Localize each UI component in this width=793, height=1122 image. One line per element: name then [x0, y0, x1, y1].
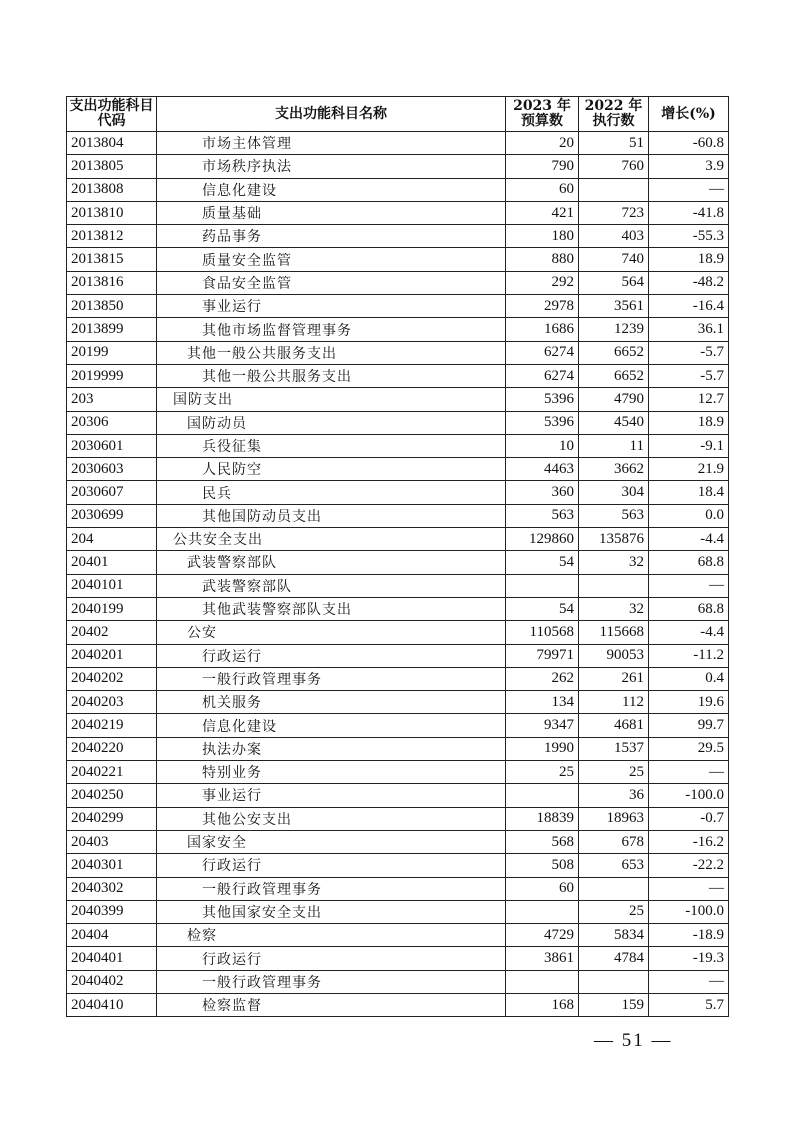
cell-exec-2022: 4540	[579, 411, 649, 434]
cell-name: 其他一般公共服务支出	[157, 364, 506, 387]
cell-growth: -41.8	[649, 201, 729, 224]
cell-code: 2013804	[67, 132, 157, 155]
cell-growth: 36.1	[649, 318, 729, 341]
table-row	[67, 481, 729, 504]
cell-exec-2022: 6652	[579, 364, 649, 387]
cell-exec-2022: 403	[579, 225, 649, 248]
cell-exec-2022: 4790	[579, 388, 649, 411]
header-growth: 增长(%)	[649, 97, 729, 132]
cell-name: 机关服务	[157, 691, 506, 714]
cell-growth: -5.7	[649, 364, 729, 387]
table-row	[67, 504, 729, 527]
cell-growth: -100.0	[649, 784, 729, 807]
cell-growth: 19.6	[649, 691, 729, 714]
cell-code: 2013812	[67, 225, 157, 248]
cell-code: 2040250	[67, 784, 157, 807]
table-row	[67, 924, 729, 947]
table-row	[67, 900, 729, 923]
cell-exec-2022: 740	[579, 248, 649, 271]
cell-exec-2022: 760	[579, 155, 649, 178]
cell-name: 质量安全监管	[157, 248, 506, 271]
cell-exec-2022: 11	[579, 434, 649, 457]
cell-name: 市场秩序执法	[157, 155, 506, 178]
cell-budget-2023: 79971	[506, 644, 579, 667]
cell-growth: -16.4	[649, 295, 729, 318]
cell-exec-2022: 1239	[579, 318, 649, 341]
table-row	[67, 458, 729, 481]
cell-exec-2022: 564	[579, 271, 649, 294]
cell-name: 行政运行	[157, 947, 506, 970]
cell-code: 2040201	[67, 644, 157, 667]
cell-budget-2023: 5396	[506, 411, 579, 434]
cell-name: 信息化建设	[157, 178, 506, 201]
cell-budget-2023: 5396	[506, 388, 579, 411]
cell-growth: —	[649, 178, 729, 201]
table-row	[67, 271, 729, 294]
cell-growth: 0.0	[649, 504, 729, 527]
cell-growth: -18.9	[649, 924, 729, 947]
cell-growth: -4.4	[649, 528, 729, 551]
cell-budget-2023: 54	[506, 551, 579, 574]
cell-growth: -22.2	[649, 854, 729, 877]
cell-code: 20199	[67, 341, 157, 364]
cell-growth: —	[649, 574, 729, 597]
cell-name: 其他国防动员支出	[157, 504, 506, 527]
cell-budget-2023	[506, 574, 579, 597]
cell-code: 20402	[67, 621, 157, 644]
cell-name: 检察	[157, 924, 506, 947]
cell-exec-2022: 18963	[579, 807, 649, 830]
cell-exec-2022: 4681	[579, 714, 649, 737]
cell-budget-2023: 9347	[506, 714, 579, 737]
cell-exec-2022: 563	[579, 504, 649, 527]
table-row	[67, 155, 729, 178]
cell-code: 2013815	[67, 248, 157, 271]
cell-code: 2019999	[67, 364, 157, 387]
cell-name: 其他公安支出	[157, 807, 506, 830]
cell-budget-2023: 20	[506, 132, 579, 155]
cell-exec-2022: 32	[579, 597, 649, 620]
cell-exec-2022	[579, 970, 649, 993]
cell-budget-2023: 6274	[506, 364, 579, 387]
cell-budget-2023: 110568	[506, 621, 579, 644]
cell-growth: -48.2	[649, 271, 729, 294]
cell-growth: -60.8	[649, 132, 729, 155]
cell-code: 2013816	[67, 271, 157, 294]
cell-name: 一般行政管理事务	[157, 877, 506, 900]
cell-code: 2040101	[67, 574, 157, 597]
table-row	[67, 528, 729, 551]
table-header-row	[67, 97, 729, 132]
cell-growth: 18.9	[649, 248, 729, 271]
table-row	[67, 947, 729, 970]
cell-name: 公共安全支出	[157, 528, 506, 551]
table-row	[67, 761, 729, 784]
cell-growth: —	[649, 761, 729, 784]
header-name: 支出功能科目名称	[157, 97, 506, 132]
table-row	[67, 621, 729, 644]
header-code: 支出功能科目代码	[67, 97, 157, 132]
table-row	[67, 411, 729, 434]
cell-growth: -16.2	[649, 830, 729, 853]
cell-exec-2022: 135876	[579, 528, 649, 551]
cell-code: 2013899	[67, 318, 157, 341]
page-number: — 51 —	[594, 1030, 673, 1051]
cell-exec-2022: 115668	[579, 621, 649, 644]
cell-exec-2022: 653	[579, 854, 649, 877]
cell-code: 2040302	[67, 877, 157, 900]
table-row	[67, 551, 729, 574]
budget-table	[66, 96, 729, 1017]
table-row	[67, 295, 729, 318]
cell-name: 事业运行	[157, 784, 506, 807]
cell-growth: -100.0	[649, 900, 729, 923]
cell-exec-2022: 6652	[579, 341, 649, 364]
cell-code: 20404	[67, 924, 157, 947]
cell-growth: —	[649, 970, 729, 993]
table-row	[67, 993, 729, 1016]
cell-code: 2030601	[67, 434, 157, 457]
cell-name: 执法办案	[157, 737, 506, 760]
cell-budget-2023: 10	[506, 434, 579, 457]
cell-budget-2023: 790	[506, 155, 579, 178]
table-row	[67, 970, 729, 993]
cell-growth: 68.8	[649, 551, 729, 574]
cell-code: 2030603	[67, 458, 157, 481]
table-row	[67, 644, 729, 667]
cell-name: 兵役征集	[157, 434, 506, 457]
cell-code: 2013810	[67, 201, 157, 224]
cell-name: 国防动员	[157, 411, 506, 434]
cell-budget-2023: 134	[506, 691, 579, 714]
cell-exec-2022: 4784	[579, 947, 649, 970]
cell-growth: -55.3	[649, 225, 729, 248]
table-row	[67, 318, 729, 341]
cell-exec-2022: 5834	[579, 924, 649, 947]
header-exec-2022: 2022 年执行数	[579, 97, 649, 132]
cell-budget-2023: 60	[506, 178, 579, 201]
cell-growth: 18.9	[649, 411, 729, 434]
cell-exec-2022: 1537	[579, 737, 649, 760]
cell-code: 2013808	[67, 178, 157, 201]
table-row	[67, 178, 729, 201]
cell-budget-2023: 1990	[506, 737, 579, 760]
cell-exec-2022: 159	[579, 993, 649, 1016]
cell-budget-2023: 4729	[506, 924, 579, 947]
cell-budget-2023: 568	[506, 830, 579, 853]
cell-budget-2023: 1686	[506, 318, 579, 341]
cell-budget-2023: 360	[506, 481, 579, 504]
cell-code: 2040202	[67, 667, 157, 690]
cell-growth: -9.1	[649, 434, 729, 457]
cell-growth: -11.2	[649, 644, 729, 667]
cell-exec-2022	[579, 877, 649, 900]
cell-budget-2023: 421	[506, 201, 579, 224]
cell-budget-2023: 129860	[506, 528, 579, 551]
cell-code: 2040299	[67, 807, 157, 830]
cell-name: 行政运行	[157, 854, 506, 877]
table-row	[67, 854, 729, 877]
cell-growth: 29.5	[649, 737, 729, 760]
cell-name: 信息化建设	[157, 714, 506, 737]
cell-exec-2022: 32	[579, 551, 649, 574]
cell-code: 20306	[67, 411, 157, 434]
cell-growth: 18.4	[649, 481, 729, 504]
table-row	[67, 132, 729, 155]
cell-code: 204	[67, 528, 157, 551]
cell-code: 2040220	[67, 737, 157, 760]
cell-name: 武装警察部队	[157, 574, 506, 597]
table-row	[67, 877, 729, 900]
cell-code: 2040199	[67, 597, 157, 620]
cell-name: 其他市场监督管理事务	[157, 318, 506, 341]
cell-name: 其他国家安全支出	[157, 900, 506, 923]
cell-budget-2023: 508	[506, 854, 579, 877]
cell-budget-2023: 4463	[506, 458, 579, 481]
cell-name: 国防支出	[157, 388, 506, 411]
table-row	[67, 807, 729, 830]
cell-budget-2023: 180	[506, 225, 579, 248]
cell-growth: 3.9	[649, 155, 729, 178]
table-row	[67, 201, 729, 224]
cell-exec-2022: 261	[579, 667, 649, 690]
cell-name: 特别业务	[157, 761, 506, 784]
cell-budget-2023: 6274	[506, 341, 579, 364]
table-row	[67, 574, 729, 597]
cell-budget-2023	[506, 900, 579, 923]
cell-name: 国家安全	[157, 830, 506, 853]
cell-name: 一般行政管理事务	[157, 667, 506, 690]
cell-code: 2040203	[67, 691, 157, 714]
cell-growth: 5.7	[649, 993, 729, 1016]
table-row	[67, 388, 729, 411]
cell-name: 武装警察部队	[157, 551, 506, 574]
cell-growth: -19.3	[649, 947, 729, 970]
cell-budget-2023: 3861	[506, 947, 579, 970]
cell-name: 人民防空	[157, 458, 506, 481]
cell-budget-2023: 2978	[506, 295, 579, 318]
cell-code: 2013850	[67, 295, 157, 318]
cell-code: 2040221	[67, 761, 157, 784]
cell-code: 2040410	[67, 993, 157, 1016]
cell-growth: 68.8	[649, 597, 729, 620]
cell-growth: —	[649, 877, 729, 900]
cell-code: 2040399	[67, 900, 157, 923]
cell-budget-2023: 60	[506, 877, 579, 900]
cell-budget-2023: 563	[506, 504, 579, 527]
table-row	[67, 434, 729, 457]
cell-name: 行政运行	[157, 644, 506, 667]
cell-code: 2030607	[67, 481, 157, 504]
table-row	[67, 714, 729, 737]
cell-budget-2023: 168	[506, 993, 579, 1016]
cell-growth: 21.9	[649, 458, 729, 481]
table-row	[67, 737, 729, 760]
cell-exec-2022	[579, 574, 649, 597]
cell-budget-2023: 880	[506, 248, 579, 271]
cell-code: 20403	[67, 830, 157, 853]
cell-exec-2022: 36	[579, 784, 649, 807]
table-row	[67, 597, 729, 620]
cell-name: 食品安全监管	[157, 271, 506, 294]
table-row	[67, 248, 729, 271]
table-row	[67, 784, 729, 807]
cell-exec-2022: 25	[579, 900, 649, 923]
cell-budget-2023: 18839	[506, 807, 579, 830]
cell-budget-2023: 262	[506, 667, 579, 690]
cell-exec-2022: 3561	[579, 295, 649, 318]
cell-name: 质量基础	[157, 201, 506, 224]
table-row	[67, 691, 729, 714]
cell-exec-2022: 3662	[579, 458, 649, 481]
cell-budget-2023: 292	[506, 271, 579, 294]
cell-code: 2040402	[67, 970, 157, 993]
cell-name: 市场主体管理	[157, 132, 506, 155]
cell-name: 药品事务	[157, 225, 506, 248]
cell-exec-2022: 678	[579, 830, 649, 853]
cell-name: 一般行政管理事务	[157, 970, 506, 993]
cell-exec-2022: 112	[579, 691, 649, 714]
cell-growth: -0.7	[649, 807, 729, 830]
cell-name: 事业运行	[157, 295, 506, 318]
cell-budget-2023	[506, 970, 579, 993]
cell-exec-2022: 723	[579, 201, 649, 224]
cell-code: 203	[67, 388, 157, 411]
cell-name: 检察监督	[157, 993, 506, 1016]
cell-name: 其他一般公共服务支出	[157, 341, 506, 364]
cell-name: 公安	[157, 621, 506, 644]
cell-exec-2022: 90053	[579, 644, 649, 667]
cell-exec-2022: 51	[579, 132, 649, 155]
cell-exec-2022: 25	[579, 761, 649, 784]
cell-growth: -5.7	[649, 341, 729, 364]
cell-growth: 0.4	[649, 667, 729, 690]
cell-exec-2022: 304	[579, 481, 649, 504]
table-body	[67, 132, 729, 1017]
cell-code: 20401	[67, 551, 157, 574]
cell-growth: -4.4	[649, 621, 729, 644]
cell-growth: 12.7	[649, 388, 729, 411]
cell-budget-2023	[506, 784, 579, 807]
cell-budget-2023: 54	[506, 597, 579, 620]
table-row	[67, 341, 729, 364]
table-row	[67, 364, 729, 387]
cell-growth: 99.7	[649, 714, 729, 737]
cell-code: 2030699	[67, 504, 157, 527]
cell-code: 2040219	[67, 714, 157, 737]
table-row	[67, 830, 729, 853]
cell-budget-2023: 25	[506, 761, 579, 784]
table-row	[67, 667, 729, 690]
table-row	[67, 225, 729, 248]
cell-code: 2013805	[67, 155, 157, 178]
cell-exec-2022	[579, 178, 649, 201]
cell-code: 2040301	[67, 854, 157, 877]
cell-name: 民兵	[157, 481, 506, 504]
cell-name: 其他武装警察部队支出	[157, 597, 506, 620]
header-budget-2023: 2023 年预算数	[506, 97, 579, 132]
cell-code: 2040401	[67, 947, 157, 970]
